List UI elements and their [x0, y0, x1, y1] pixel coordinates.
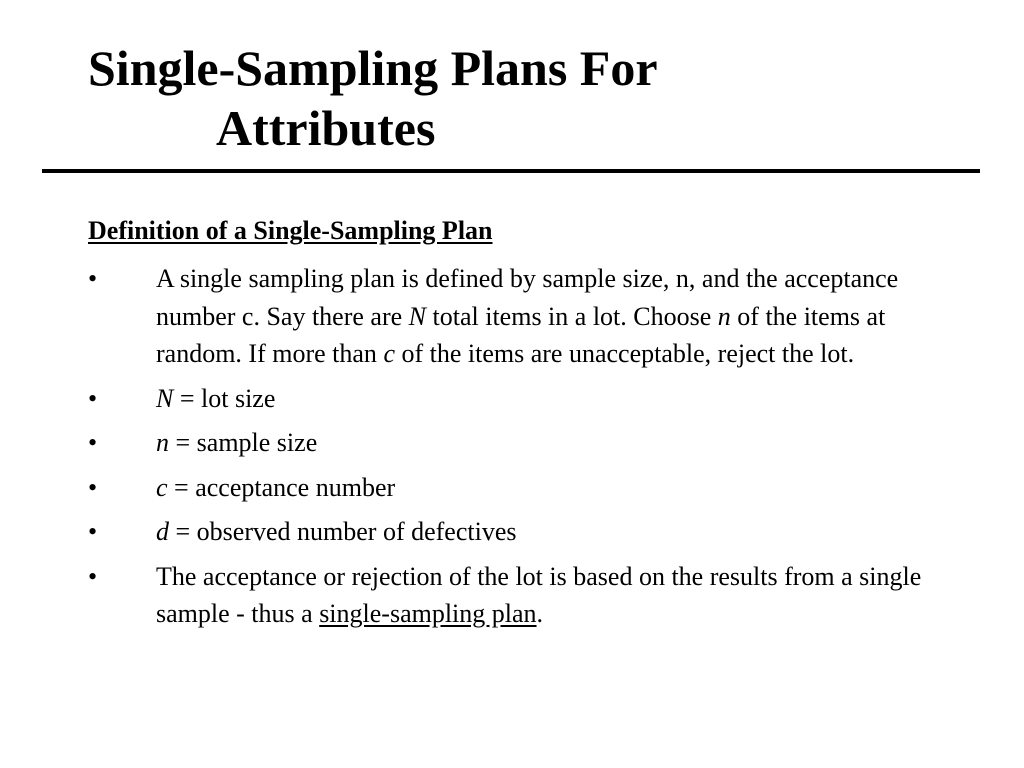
bullet-text: = lot size: [173, 383, 276, 413]
bullet-item-definition: [88, 260, 948, 373]
variable-c: c: [156, 472, 168, 502]
bullet-text: .: [536, 599, 544, 628]
bullet-text: of the items are unacceptable, reject the lot.: [394, 339, 855, 368]
bullet-glyph: •: [88, 561, 98, 591]
bullet-glyph: •: [88, 517, 98, 546]
slide-title: [88, 38, 658, 158]
bullet-text: total items in a lot. Choose: [426, 301, 718, 331]
section-heading: Definition of a Single-Sampling Plan: [88, 216, 493, 245]
variable-c: c: [383, 339, 395, 368]
bullet-glyph: •: [88, 264, 98, 293]
bullet-text: = observed number of defectives: [169, 517, 517, 546]
bullet-item-acceptance-rejection: [88, 558, 948, 633]
variable-d: d: [156, 517, 169, 546]
bullet-text: of the items at random. If more than: [156, 301, 886, 368]
bullet-item-defectives: [88, 513, 948, 551]
title-divider: [42, 169, 980, 173]
variable-n: n: [717, 301, 731, 331]
variable-N: N: [156, 383, 174, 413]
variable-n: n: [156, 428, 169, 457]
bullet-item-lot-size: [88, 380, 948, 418]
bullet-text: The acceptance or rejection of the lot is based on the results from a single sample - thus a: [156, 561, 922, 628]
bullet-text: = sample size: [169, 428, 318, 457]
underlined-term: single-sampling plan: [319, 599, 537, 628]
bullet-list: [88, 260, 948, 640]
bullet-item-acceptance-number: [88, 469, 948, 507]
bullet-glyph: •: [88, 383, 98, 413]
variable-N: N: [408, 301, 427, 331]
bullet-text: = acceptance number: [167, 472, 396, 502]
bullet-text: A single sampling plan is defined by sample size, n, and the acceptance number c. Say there are: [156, 264, 899, 331]
slide-title-line-2: Attributes: [216, 100, 436, 156]
bullet-item-sample-size: [88, 424, 948, 462]
bullet-glyph: •: [88, 472, 98, 502]
bullet-glyph: •: [88, 428, 98, 457]
slide-title-line-1: Single-Sampling Plans For: [88, 40, 658, 96]
